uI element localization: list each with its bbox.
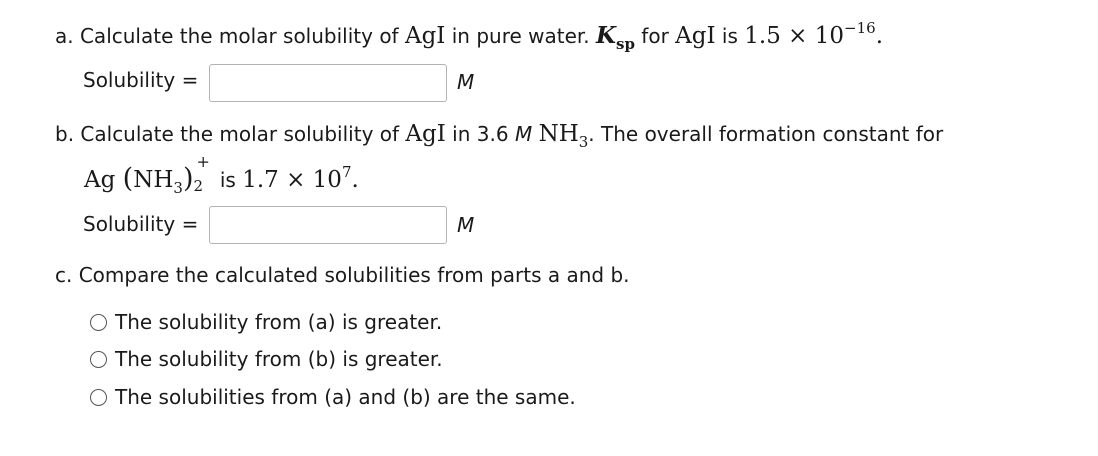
part-a-question <box>55 14 883 58</box>
part-b-period: . <box>351 167 359 193</box>
part-a-unit: M <box>457 70 475 94</box>
complex-ag: Ag <box>84 167 116 193</box>
part-b-text: b. Calculate the molar solubility of <box>55 122 406 146</box>
part-a-text-mid: in pure water. <box>445 24 596 48</box>
part-a-text-for: for <box>634 24 676 48</box>
kf-value: 1.7 × 10 <box>242 167 342 193</box>
complex-nh: NH <box>133 167 174 193</box>
kf-exponent: 7 <box>341 163 352 181</box>
part-b-solubility-label: Solubility = <box>83 212 199 236</box>
part-b-unit: M <box>457 213 475 237</box>
part-a-period: . <box>875 23 883 49</box>
part-b-compound: AgI <box>405 121 446 147</box>
part-b-question-line-1 <box>55 120 943 156</box>
part-b-text-suffix: . The overall formation constant for <box>588 122 944 146</box>
option-same-label[interactable]: The solubilities from (a) and (b) are the same. <box>115 385 576 409</box>
nh3-subscript: 3 <box>578 133 589 151</box>
part-b-question-line-2 <box>84 152 359 202</box>
complex-subscript: 2 <box>193 177 204 195</box>
complex-close-paren: ) <box>182 163 194 194</box>
option-a-label[interactable]: The solubility from (a) is greater. <box>115 310 443 334</box>
ksp-symbol: K <box>596 22 616 49</box>
part-b-text-is: is <box>213 168 243 192</box>
option-b-label[interactable]: The solubility from (b) is greater. <box>115 347 443 371</box>
ksp-value: 1.5 × 10 <box>744 23 845 49</box>
nh3-formula: NH <box>538 121 579 147</box>
option-a-radio[interactable] <box>90 314 107 331</box>
part-a-compound-2: AgI <box>675 23 716 49</box>
complex-open-paren: ( <box>122 163 134 194</box>
part-c-question: c. Compare the calculated solubilities from parts a and b. <box>55 263 630 287</box>
part-b-conc-unit: M <box>514 122 533 146</box>
part-b-text-in: in 3.6 <box>445 122 515 146</box>
ksp-subscript: sp <box>616 35 635 53</box>
complex-charge-stack <box>193 152 213 195</box>
part-b-solubility-input[interactable] <box>209 206 447 244</box>
part-a-text: a. Calculate the molar solubility of <box>55 24 405 48</box>
complex-charge: + <box>196 152 210 171</box>
part-a-text-is: is <box>715 24 745 48</box>
option-same-radio[interactable] <box>90 389 107 406</box>
option-b-radio[interactable] <box>90 351 107 368</box>
part-a-compound: AgI <box>404 23 446 49</box>
ksp-exponent: −16 <box>844 19 876 37</box>
part-a-solubility-label: Solubility = <box>83 68 199 92</box>
complex-nh-subscript: 3 <box>173 179 183 197</box>
part-a-solubility-input[interactable] <box>209 64 447 102</box>
